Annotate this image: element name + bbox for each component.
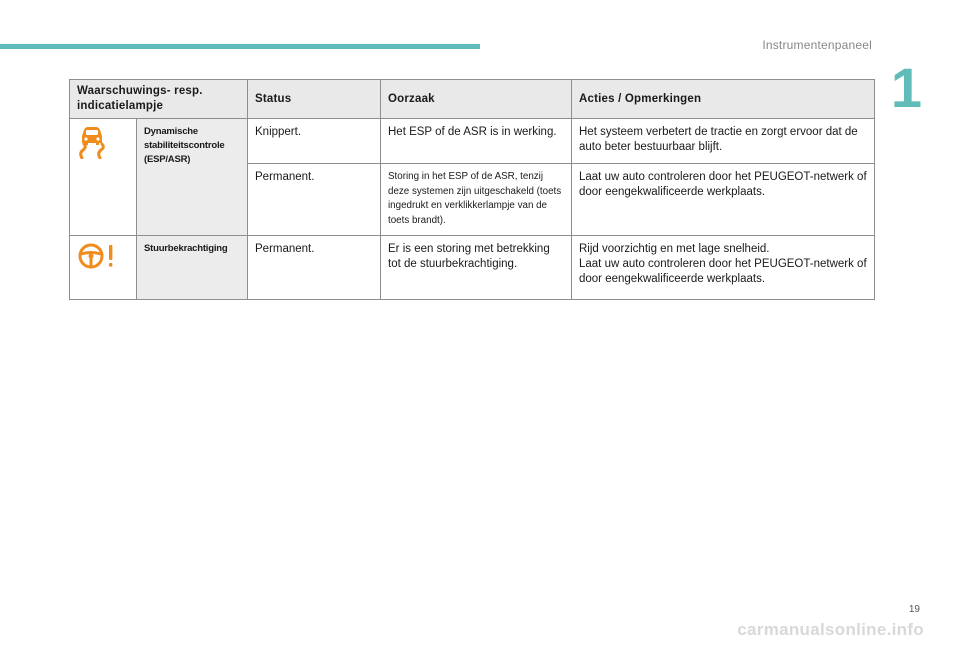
steering-action-line-2: Laat uw auto controleren door het PEUGEOT-netwerk of door eengekwalificeerde werkplaats. [579,258,867,285]
table-row [70,119,875,164]
header-cause: Oorzaak [381,80,572,119]
steering-status: Permanent. [248,236,381,300]
watermark: carmanualsonline.info [737,620,924,639]
esp-cause-1: Het ESP of de ASR is in werking. [381,119,572,164]
steering-action-line-1: Rijd voorzichtig en met lage snelheid. [579,243,770,255]
esp-name: Dynamische stabiliteitscontrole (ESP/ASR) [137,119,248,236]
esp-skid-icon [77,125,107,164]
esp-icon-cell [70,119,137,236]
section-title: Instrumentenpaneel [762,38,872,52]
header-lamp: Waarschuwings- resp. indicatielampje [70,80,248,119]
warning-lamps-table [69,79,875,300]
header-actions: Acties / Opmerkingen [572,80,875,119]
header-status: Status [248,80,381,119]
steering-cause: Er is een storing met betrekking tot de stuurbekrachtiging. [381,236,572,300]
steering-actions [572,236,875,300]
esp-status-2: Permanent. [248,164,381,236]
steering-wheel-warning-icon [77,242,117,277]
esp-actions-2: Laat uw auto controleren door het PEUGEOT-netwerk of door eengekwalificeerde werkplaats. [572,164,875,236]
chapter-number: 1 [890,56,922,119]
header-accent-bar [0,44,480,49]
steering-icon-cell [70,236,137,300]
esp-actions-1: Het systeem verbetert de tractie en zorgt ervoor dat de auto beter bestuurbaar blijft. [572,119,875,164]
table-row [70,236,875,300]
esp-status-1: Knippert. [248,119,381,164]
esp-cause-2: Storing in het ESP of de ASR, tenzij deze systemen zijn uitgeschakeld (toets ingedrukt en verklikkerlampje van de toets brandt). [381,164,572,236]
page-number: 19 [908,604,920,615]
steering-name: Stuurbekrachtiging [137,236,248,300]
